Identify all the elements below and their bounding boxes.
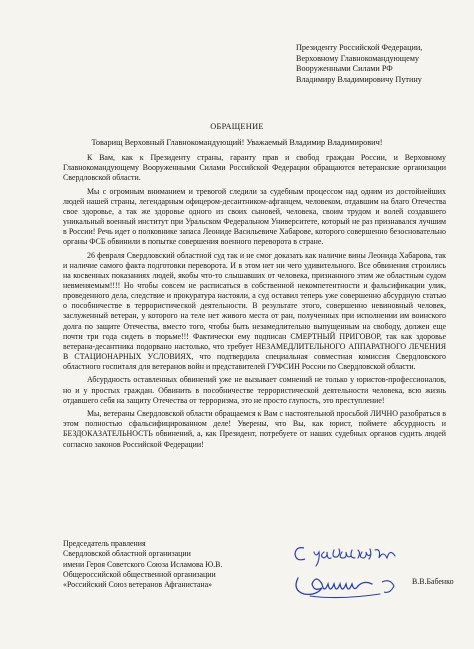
addressee-line: Верховному Главнокомандующему — [296, 53, 419, 63]
addressee-line: Вооруженными Силами РФ — [296, 64, 393, 74]
signature-block — [63, 539, 293, 590]
signer-name: В.В.Бабенко — [412, 577, 454, 586]
signature-line: Свердловской областной организации — [63, 549, 191, 559]
addressee-line: Владимиру Владимировичу Путину — [296, 74, 422, 84]
signature-line: Общероссийской общественной организации — [63, 569, 216, 579]
body-paragraph: К Вам, как к Президенту страны, гаранту прав и свобод граждан России, и Верховному Главнокомандующему Вооруженными Силами Российской Федерации обращаются ветеранские организации Свердловской области. — [63, 153, 446, 183]
body-paragraph: Абсурдность оставленных обвинений уже не вызывает сомнений не только у юристов-профессионалов, но и у простых граждан. Обвинить в пособничестве террористической деятельности человека, всю жизнь отдавшего себя на защиту Отечества от терроризма, это не просто глупость, это преступление! — [63, 375, 446, 405]
addressee-block — [296, 43, 466, 85]
signature-line: «Российский Союз ветеранов Афганистана» — [63, 580, 213, 590]
addressee-line: Президенту Российской Федерации, — [296, 43, 423, 52]
handwritten-signature — [290, 540, 420, 610]
body-paragraph: Мы, ветераны Свердловской области обращаемся к Вам с настоятельной просьбой ЛИЧНО разобраться в этом полностью сфальсифицированном деле! Уверены, что Вы, как юрист, поймете абсурдность и БЕЗДОКАЗАТЕЛЬНОСТЬ обвинений, а, как Президент, потребуете от наших судебных органов судить людей согласно законов Российской Федерации! — [63, 409, 446, 449]
letter-body — [63, 153, 446, 453]
document-title: ОБРАЩЕНИЕ — [210, 122, 264, 131]
signature-line: Председатель правления — [63, 539, 146, 548]
salutation: Товарищ Верховный Главнокомандующий! Уважаемый Владимир Владимирович! — [91, 138, 383, 147]
body-paragraph: 26 февраля Свердловский областной суд так и не смог доказать как наличие вины Леонида Хабарова, так и наличие самого факта подготовки переворота. И в этом нет ни чего удивительного. Все обвинения строились на косвенных показаниях людей, якобы что-то слышавших от человека, признанного этим же областным судом невменяемым!!!! Но чтобы совсем не расписаться в собственной некомпетентности и фальсификации улик, проведенного дела, следствие и прокуратура настояли, а суд оставил теперь уже совершенно абсурдную статью о пособничестве в террористической деятельности. В результате этого, совершенно невиновный человек, заслуженный ветеран, у которого на теле нет живого места от ран, полученных при исполнении им воинского долга по защите Отечества, вместо того, чтобы быть незамедлительно выпущенным на свободу, должен еще почти три года сидеть в тюрьме!!! Фактически ему подписан СМЕРТНЫЙ ПРИГОВОР, так как здоровье ветерана-десантника подорвано настолько, что требует НЕЗАМЕДЛИТЕЛЬНОГО АППАРАТНОГО ЛЕЧЕНИЯ В СТАЦИОНАРНЫХ УСЛОВИЯХ, что подтвердила специальная совместная комиссия Свердловского областного госпиталя для ветеранов войн и представителей ГУФСИН России по Свердловской области. — [63, 250, 446, 371]
body-paragraph: Мы с огромным вниманием и тревогой следили за судебным процессом над одним из достойнейших людей нашей страны, легендарным офицером-десантником-афганцем, человеком, отдавшим на благо Отечества свое здоровье, а так же здоровье одного из своих сыновей, человека, своим трудом и волей создавшего уникальный военный институт при Уральском Федеральном Университете, который не раз признавался лучшим в России! Речь идет о полковнике запаса Леониде Васильевиче Хабарове, которого совершенно безосновательно органы ФСБ обвинили в попытке совершения военного переворота в стране. — [63, 186, 446, 247]
signature-line: имени Героя Советского Союза Исламова Ю.В. — [63, 559, 223, 569]
